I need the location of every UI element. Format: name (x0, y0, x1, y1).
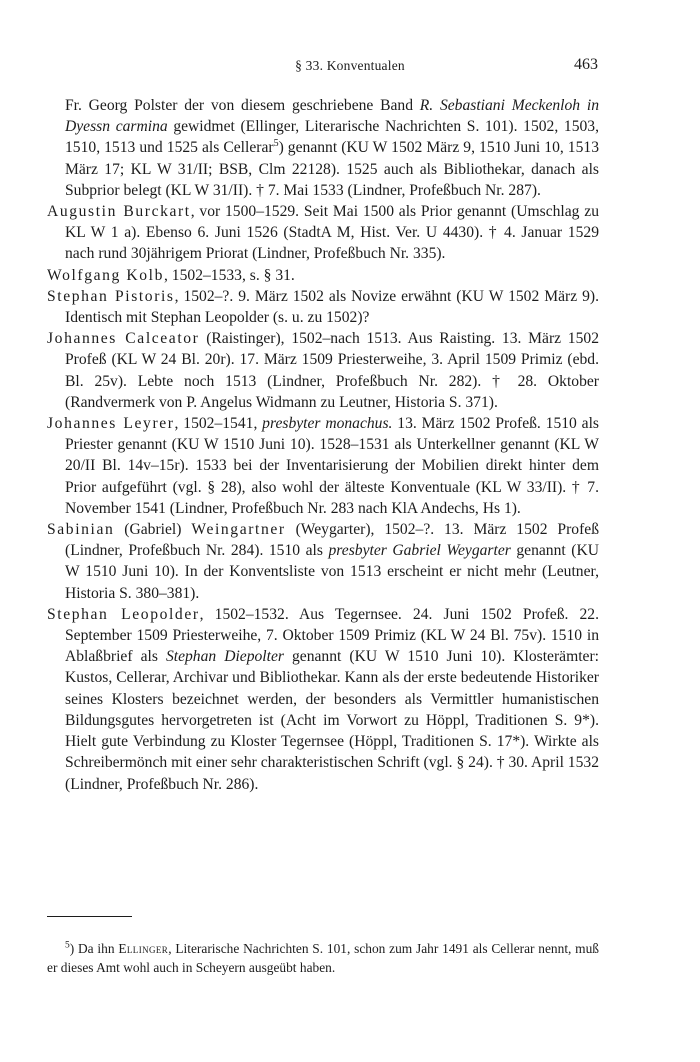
text-run: , 1502–1541, (174, 415, 263, 433)
italic-text: R. Sebastiani Meckenloh in Dyessn carmina (65, 97, 599, 136)
text-run: Fr. Georg Polster der von diesem geschriebene Band (65, 97, 420, 114)
entry-stephan-leopolder (47, 604, 599, 795)
text-run: , 1502–1532. Aus Tegernsee. 24. Juni 1502 Profeß. 22. September 1509 Priesterweihe, 7. Oktober 1509 Primiz (KL W 24 Bl. 75v). 1510 in Ablaßbrief als (65, 605, 600, 666)
person-name: Sabinian (47, 521, 115, 539)
text-run: (Raistinger), 1502–nach 1513. Aus Raisting. 13. März 1502 Profeß (KL W 24 Bl. 20r). 17. März 1509 Priesterweihe, 3. April 1509 Primiz (ebd. Bl. 25v). Lebte noch 1513 (Lindner, Profeßbuch Nr. 282). † 28. Oktober (Randvermerk von P. Angelus Widmann zu Leutner, Historia S. 371). (65, 330, 599, 411)
text-run: gewidmet (Ellinger, Literarische Nachrichten S. 101). 1502, 1503, 1510, 1513 und 1525 als Cellerar (65, 118, 599, 157)
text-run: genannt (KU W 1510 Juni 10). In der Konventsliste von 1513 erscheint er nicht mehr (Leutner, Historia S. 380–381). (65, 542, 599, 602)
text-run: , Literarische Nachrichten S. 101, schon zum Jahr 1491 als Cellerar nennt, muß er dieses Amt wohl auch in Scheyern ausgeübt haben. (47, 941, 599, 976)
small-caps-author: Ellinger (118, 941, 169, 957)
text-run: ) Da ihn (69, 941, 119, 957)
text-body (47, 95, 599, 795)
footnote-reference: 5 (273, 138, 279, 150)
running-head: § 33. Konventualen (295, 58, 405, 73)
entry-stephan-pistoris (47, 286, 599, 328)
text-run: , 1502–?. 9. März 1502 als Novize erwähnt (KU W 1502 März 9). Identisch mit Stephan Leopolder (s. u. zu 1502)? (65, 287, 599, 327)
page-number: 463 (574, 56, 598, 73)
entry-augustin-burckart (47, 201, 599, 265)
entry-johannes-calceator (47, 328, 599, 413)
page-header (0, 56, 700, 78)
text-run: 13. März 1502 Profeß. 1510 als Priester genannt (KU W 1510 Juni 10). 1528–1531 als Unterkellner genannt (KL W 20/II Bl. 14v–15r). 1533 bei der Inventarisierung der Mobilien direkt hinter dem Prior aufgeführt (vgl. § 28), also wohl der älteste Konventuale (KL W 33/II). † 7. November 1541 (Lindner, Profeßbuch Nr. 283 nach KlA Andechs, Hs 1). (65, 415, 599, 517)
text-run: , 1502–1533, s. § 31. (164, 266, 295, 284)
italic-text: presbyter monachus. (262, 415, 393, 433)
person-name: Wolfgang Kolb (47, 266, 164, 284)
person-name: Johannes Calceator (47, 330, 200, 348)
entry-continuation (47, 95, 599, 201)
footnote-marker: 5 (65, 940, 70, 951)
person-name: Johannes Leyrer (47, 415, 175, 433)
text-run: (Weygarter), 1502–?. 13. März 1502 Profeß (Lindner, Profeßbuch Nr. 284). 1510 als (65, 521, 599, 560)
person-name: Stephan Leopolder (47, 605, 200, 623)
text-run: genannt (KU W 1510 Juni 10). Klosterämter: Kustos, Cellerar, Archivar und Bibliothekar. Kann als der erste bedeutende Historiker seines Klosters bezeichnet werden, der besonders als Vermittler humanistischen Bildungsgutes hervorgetreten ist (Acht im Vorwort zu Höppl, Traditionen S. 9*). Hielt gute Verbindung zu Kloster Tegernsee (Höppl, Traditionen S. 17*). Wirkte als Schreibermönch mit einer sehr charakteristischen Schrift (vgl. § 24). † 30. April 1532 (Lindner, Profeßbuch Nr. 286). (65, 648, 600, 793)
person-name: Augustin Burckart (47, 203, 191, 221)
italic-text: Stephan Diepolter (165, 648, 284, 666)
italic-text: presbyter Gabriel Weygarter (328, 542, 511, 560)
text-run: , vor 1500–1529. Seit Mai 1500 als Prior genannt (Umschlag zu KL W 1 a). Ebenso 6. Juni 1526 (StadtA M, Hist. Ver. U 4430). † 4. Januar 1529 nach rund 30jährigem Priorat (Lindner, Profeßbuch Nr. 335). (65, 203, 599, 263)
footnote-divider (47, 916, 132, 917)
person-name: Weingartner (191, 521, 286, 539)
footnote-text (47, 941, 599, 975)
text-run: ) genannt (KU W 1502 März 9, 1510 Juni 10, 1513 März 17; KL W 31/II; BSB, Clm 22128). 1525 auch als Bibliothekar, danach als Subprior belegt (KL W 31/II). † 7. Mai 1533 (Lindner, Profeßbuch Nr. 287). (65, 139, 599, 199)
text-run: (Gabriel) (114, 521, 192, 539)
person-name: Stephan Pistoris (47, 287, 175, 305)
entry-johannes-leyrer (47, 413, 599, 519)
entry-sabinian-weingartner (47, 519, 599, 604)
footnote (47, 939, 599, 977)
entry-wolfgang-kolb (47, 265, 599, 286)
